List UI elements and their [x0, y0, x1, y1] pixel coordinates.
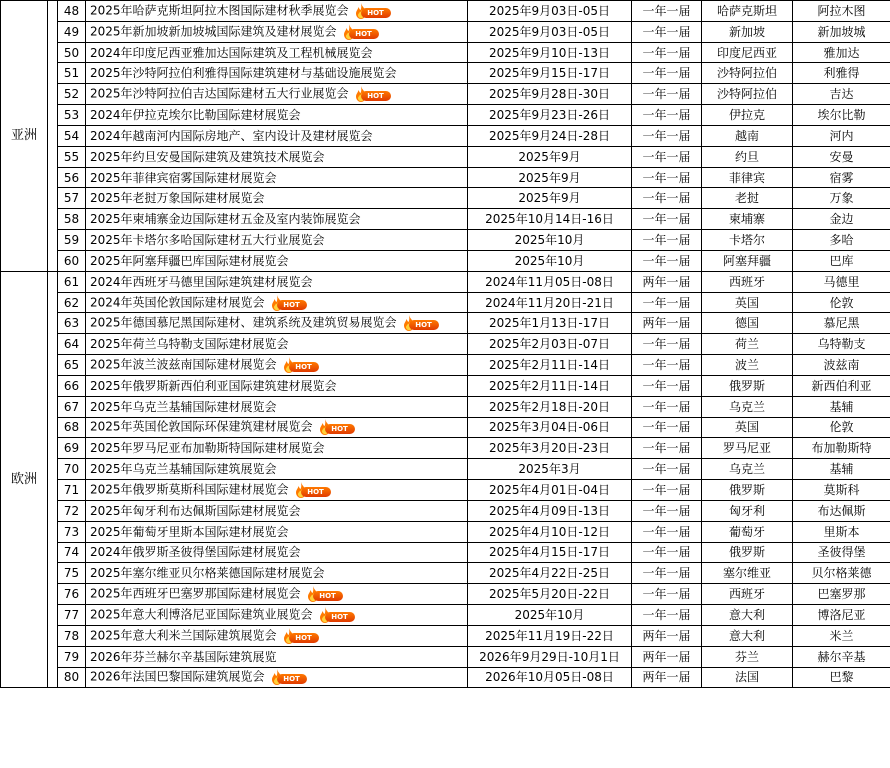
exhibition-date: 2025年10月 [468, 605, 632, 626]
hot-label: HOT [325, 612, 355, 622]
row-number: 78 [58, 625, 86, 646]
hot-badge-icon [355, 3, 391, 19]
exhibition-name: 2025年新加坡新加坡城国际建筑及建材展览会 HOT [86, 21, 468, 42]
exhibition-name: 2025年卡塔尔多哈国际建材五大行业展览会 [86, 230, 468, 251]
hot-label: HOT [277, 674, 307, 684]
exhibition-country: 荷兰 [702, 334, 793, 355]
exhibition-frequency: 一年一届 [632, 563, 702, 584]
table-row [1, 230, 890, 251]
exhibition-frequency: 一年一届 [632, 438, 702, 459]
exhibition-city: 吉达 [793, 84, 890, 105]
exhibition-city: 雅加达 [793, 42, 890, 63]
exhibition-frequency: 一年一届 [632, 209, 702, 230]
table-row [1, 1, 890, 22]
exhibition-date: 2026年9月29日-10月1日 [468, 646, 632, 667]
region-cell: 亚洲 [1, 1, 48, 272]
exhibition-frequency: 一年一届 [632, 542, 702, 563]
hot-badge-icon [307, 586, 343, 602]
row-number: 71 [58, 480, 86, 501]
table-row [1, 417, 890, 438]
exhibition-name: 2026年法国巴黎国际建筑展览会 HOT [86, 667, 468, 688]
exhibition-country: 柬埔寨 [702, 209, 793, 230]
hot-badge-icon [343, 24, 379, 40]
hot-label: HOT [361, 8, 391, 18]
exhibition-frequency: 两年一届 [632, 667, 702, 688]
exhibition-date: 2024年11月05日-08日 [468, 271, 632, 292]
exhibition-city: 巴塞罗那 [793, 584, 890, 605]
table-row [1, 605, 890, 626]
table-row [1, 63, 890, 84]
row-number: 73 [58, 521, 86, 542]
exhibition-name: 2025年柬埔寨金边国际建材五金及室内装饰展览会 [86, 209, 468, 230]
row-number: 53 [58, 105, 86, 126]
exhibition-date: 2025年9月28日-30日 [468, 84, 632, 105]
exhibition-date: 2025年4月15日-17日 [468, 542, 632, 563]
exhibition-country: 菲律宾 [702, 167, 793, 188]
exhibition-frequency: 一年一届 [632, 188, 702, 209]
table-row [1, 355, 890, 376]
row-number: 50 [58, 42, 86, 63]
row-number: 59 [58, 230, 86, 251]
table-row [1, 167, 890, 188]
row-number: 64 [58, 334, 86, 355]
table-row [1, 438, 890, 459]
row-number: 70 [58, 459, 86, 480]
exhibition-name: 2025年老挝万象国际建材展览会 [86, 188, 468, 209]
table-row [1, 521, 890, 542]
row-number: 48 [58, 1, 86, 22]
hot-badge-icon [403, 315, 439, 331]
exhibition-name: 2024年伊拉克埃尔比勒国际建材展览会 [86, 105, 468, 126]
exhibition-city: 安曼 [793, 146, 890, 167]
exhibition-frequency: 一年一届 [632, 230, 702, 251]
exhibition-city: 伦敦 [793, 292, 890, 313]
exhibition-name: 2025年波兰波兹南国际建材展览会 HOT [86, 355, 468, 376]
exhibition-name: 2024年印度尼西亚雅加达国际建筑及工程机械展览会 [86, 42, 468, 63]
table-row [1, 480, 890, 501]
exhibition-frequency: 一年一届 [632, 500, 702, 521]
exhibition-name: 2024年英国伦敦国际建材展览会 HOT [86, 292, 468, 313]
exhibition-name: 2025年塞尔维亚贝尔格莱德国际建材展览会 [86, 563, 468, 584]
table-row [1, 209, 890, 230]
exhibition-country: 约旦 [702, 146, 793, 167]
exhibition-date: 2025年4月09日-13日 [468, 500, 632, 521]
exhibition-city: 波兹南 [793, 355, 890, 376]
exhibition-date: 2025年4月22日-25日 [468, 563, 632, 584]
row-number: 67 [58, 396, 86, 417]
hot-badge-icon [295, 482, 331, 498]
hot-label: HOT [325, 424, 355, 434]
exhibition-frequency: 一年一届 [632, 1, 702, 22]
exhibition-city: 巴黎 [793, 667, 890, 688]
exhibition-country: 卡塔尔 [702, 230, 793, 251]
exhibition-country: 意大利 [702, 605, 793, 626]
hot-label: HOT [277, 300, 307, 310]
table-row [1, 542, 890, 563]
exhibition-frequency: 一年一届 [632, 584, 702, 605]
exhibition-date: 2025年9月24日-28日 [468, 125, 632, 146]
exhibition-frequency: 一年一届 [632, 396, 702, 417]
exhibition-country: 西班牙 [702, 271, 793, 292]
exhibition-name: 2025年意大利米兰国际建筑展览会 HOT [86, 625, 468, 646]
exhibition-city: 利雅得 [793, 63, 890, 84]
exhibition-country: 阿塞拜疆 [702, 250, 793, 271]
table-row [1, 146, 890, 167]
exhibition-date: 2025年2月11日-14日 [468, 355, 632, 376]
row-number: 65 [58, 355, 86, 376]
hot-label: HOT [361, 91, 391, 101]
exhibition-country: 意大利 [702, 625, 793, 646]
exhibition-frequency: 一年一届 [632, 42, 702, 63]
exhibition-city: 宿雾 [793, 167, 890, 188]
exhibition-name: 2024年西班牙马德里国际建筑建材展览会 [86, 271, 468, 292]
table-row [1, 105, 890, 126]
exhibition-name: 2025年意大利博洛尼亚国际建筑业展览会 HOT [86, 605, 468, 626]
exhibition-name: 2025年俄罗斯新西伯利亚国际建筑建材展览会 [86, 375, 468, 396]
exhibition-date: 2025年9月10日-13日 [468, 42, 632, 63]
exhibition-country: 沙特阿拉伯 [702, 84, 793, 105]
exhibition-city: 米兰 [793, 625, 890, 646]
exhibition-date: 2025年9月23日-26日 [468, 105, 632, 126]
exhibition-date: 2025年3月20日-23日 [468, 438, 632, 459]
row-number: 60 [58, 250, 86, 271]
exhibition-city: 河内 [793, 125, 890, 146]
exhibition-date: 2025年10月 [468, 250, 632, 271]
table-row [1, 625, 890, 646]
exhibition-name: 2024年俄罗斯圣彼得堡国际建材展览会 [86, 542, 468, 563]
hot-badge-icon [319, 419, 355, 435]
exhibition-city: 乌特勒支 [793, 334, 890, 355]
exhibition-city: 万象 [793, 188, 890, 209]
table-row [1, 667, 890, 688]
exhibition-country: 芬兰 [702, 646, 793, 667]
exhibition-date: 2025年9月 [468, 146, 632, 167]
exhibition-frequency: 一年一届 [632, 292, 702, 313]
table-row [1, 271, 890, 292]
row-number: 63 [58, 313, 86, 334]
exhibition-frequency: 一年一届 [632, 375, 702, 396]
exhibition-city: 里斯本 [793, 521, 890, 542]
row-number: 79 [58, 646, 86, 667]
table-row [1, 292, 890, 313]
exhibition-name: 2025年乌克兰基辅国际建材展览会 [86, 396, 468, 417]
exhibition-date: 2025年9月 [468, 167, 632, 188]
exhibition-date: 2026年10月05日-08日 [468, 667, 632, 688]
exhibition-city: 赫尔辛基 [793, 646, 890, 667]
exhibition-frequency: 一年一届 [632, 417, 702, 438]
exhibition-date: 2025年2月11日-14日 [468, 375, 632, 396]
row-number: 72 [58, 500, 86, 521]
exhibition-date: 2025年9月03日-05日 [468, 21, 632, 42]
table-row [1, 396, 890, 417]
table-row [1, 500, 890, 521]
exhibition-date: 2025年10月14日-16日 [468, 209, 632, 230]
row-number: 56 [58, 167, 86, 188]
exhibition-country: 法国 [702, 667, 793, 688]
exhibition-name: 2025年沙特阿拉伯利雅得国际建筑建材与基础设施展览会 [86, 63, 468, 84]
spacer-cell [48, 1, 58, 272]
exhibition-name: 2025年沙特阿拉伯吉达国际建材五大行业展览会 HOT [86, 84, 468, 105]
exhibition-name: 2025年约旦安曼国际建筑及建筑技术展览会 [86, 146, 468, 167]
exhibition-date: 2025年1月13日-17日 [468, 313, 632, 334]
exhibition-name: 2025年哈萨克斯坦阿拉木图国际建材秋季展览会 HOT [86, 1, 468, 22]
row-number: 52 [58, 84, 86, 105]
row-number: 57 [58, 188, 86, 209]
exhibition-frequency: 一年一届 [632, 63, 702, 84]
region-cell: 欧洲 [1, 271, 48, 688]
row-number: 80 [58, 667, 86, 688]
exhibition-date: 2024年11月20日-21日 [468, 292, 632, 313]
hot-label: HOT [349, 29, 379, 39]
hot-badge-icon [283, 628, 319, 644]
hot-label: HOT [313, 591, 343, 601]
table-row [1, 563, 890, 584]
exhibition-frequency: 两年一届 [632, 271, 702, 292]
table-row [1, 125, 890, 146]
table-body [1, 1, 890, 688]
exhibition-country: 老挝 [702, 188, 793, 209]
exhibition-city: 基辅 [793, 459, 890, 480]
exhibition-date: 2025年11月19日-22日 [468, 625, 632, 646]
exhibition-name: 2025年匈牙利布达佩斯国际建材展览会 [86, 500, 468, 521]
exhibition-frequency: 一年一届 [632, 521, 702, 542]
exhibition-frequency: 一年一届 [632, 125, 702, 146]
exhibition-date: 2025年2月03日-07日 [468, 334, 632, 355]
exhibition-frequency: 一年一届 [632, 105, 702, 126]
exhibition-date: 2025年9月03日-05日 [468, 1, 632, 22]
exhibition-name: 2025年英国伦敦国际环保建筑建材展览会 HOT [86, 417, 468, 438]
row-number: 55 [58, 146, 86, 167]
table-row [1, 584, 890, 605]
table-row [1, 250, 890, 271]
exhibition-name: 2025年西班牙巴塞罗那国际建材展览会 HOT [86, 584, 468, 605]
table-row [1, 84, 890, 105]
exhibition-name: 2025年菲律宾宿雾国际建材展览会 [86, 167, 468, 188]
row-number: 58 [58, 209, 86, 230]
exhibition-city: 金边 [793, 209, 890, 230]
exhibition-frequency: 两年一届 [632, 646, 702, 667]
hot-badge-icon [319, 607, 355, 623]
exhibition-city: 新西伯利亚 [793, 375, 890, 396]
row-number: 51 [58, 63, 86, 84]
exhibition-date: 2025年4月10日-12日 [468, 521, 632, 542]
exhibition-date: 2025年5月20日-22日 [468, 584, 632, 605]
exhibition-name: 2025年罗马尼亚布加勒斯特国际建材展览会 [86, 438, 468, 459]
row-number: 54 [58, 125, 86, 146]
exhibition-name: 2025年德国慕尼黑国际建材、建筑系统及建筑贸易展览会 HOT [86, 313, 468, 334]
exhibition-name: 2025年乌克兰基辅国际建筑展览会 [86, 459, 468, 480]
exhibition-frequency: 一年一届 [632, 459, 702, 480]
exhibition-name: 2025年俄罗斯莫斯科国际建材展览会 HOT [86, 480, 468, 501]
exhibition-country: 乌克兰 [702, 459, 793, 480]
exhibition-country: 哈萨克斯坦 [702, 1, 793, 22]
row-number: 61 [58, 271, 86, 292]
exhibition-date: 2025年2月18日-20日 [468, 396, 632, 417]
exhibition-date: 2025年3月04日-06日 [468, 417, 632, 438]
row-number: 68 [58, 417, 86, 438]
table-row [1, 313, 890, 334]
table-row [1, 21, 890, 42]
exhibition-city: 莫斯科 [793, 480, 890, 501]
exhibition-date: 2025年4月01日-04日 [468, 480, 632, 501]
hot-badge-icon [283, 357, 319, 373]
exhibition-city: 埃尔比勒 [793, 105, 890, 126]
exhibition-frequency: 一年一届 [632, 84, 702, 105]
hot-badge-icon [355, 86, 391, 102]
exhibition-name: 2024年越南河内国际房地产、室内设计及建材展览会 [86, 125, 468, 146]
hot-badge-icon [271, 295, 307, 311]
exhibition-country: 葡萄牙 [702, 521, 793, 542]
exhibition-date: 2025年3月 [468, 459, 632, 480]
exhibition-name: 2025年荷兰乌特勒支国际建材展览会 [86, 334, 468, 355]
exhibition-frequency: 一年一届 [632, 334, 702, 355]
exhibition-country: 沙特阿拉伯 [702, 63, 793, 84]
exhibition-country: 越南 [702, 125, 793, 146]
exhibition-city: 新加坡城 [793, 21, 890, 42]
row-number: 62 [58, 292, 86, 313]
exhibition-frequency: 两年一届 [632, 625, 702, 646]
table-row [1, 646, 890, 667]
row-number: 75 [58, 563, 86, 584]
exhibition-city: 伦敦 [793, 417, 890, 438]
exhibition-city: 马德里 [793, 271, 890, 292]
exhibition-name: 2026年芬兰赫尔辛基国际建筑展览 [86, 646, 468, 667]
table-row [1, 375, 890, 396]
exhibition-country: 德国 [702, 313, 793, 334]
exhibition-name: 2025年阿塞拜疆巴库国际建材展览会 [86, 250, 468, 271]
table-row [1, 42, 890, 63]
hot-badge-icon [271, 669, 307, 685]
exhibition-name: 2025年葡萄牙里斯本国际建材展览会 [86, 521, 468, 542]
hot-label: HOT [289, 633, 319, 643]
exhibition-country: 英国 [702, 417, 793, 438]
exhibition-date: 2025年9月15日-17日 [468, 63, 632, 84]
spacer-cell [48, 271, 58, 688]
row-number: 66 [58, 375, 86, 396]
exhibition-country: 伊拉克 [702, 105, 793, 126]
hot-label: HOT [289, 362, 319, 372]
exhibition-city: 布加勒斯特 [793, 438, 890, 459]
exhibition-country: 印度尼西亚 [702, 42, 793, 63]
exhibition-country: 匈牙利 [702, 500, 793, 521]
exhibition-city: 多哈 [793, 230, 890, 251]
table-row [1, 334, 890, 355]
exhibition-country: 俄罗斯 [702, 542, 793, 563]
row-number: 49 [58, 21, 86, 42]
exhibition-country: 乌克兰 [702, 396, 793, 417]
exhibition-country: 英国 [702, 292, 793, 313]
exhibition-city: 布达佩斯 [793, 500, 890, 521]
exhibition-country: 西班牙 [702, 584, 793, 605]
exhibition-frequency: 一年一届 [632, 167, 702, 188]
row-number: 69 [58, 438, 86, 459]
exhibition-city: 基辅 [793, 396, 890, 417]
row-number: 77 [58, 605, 86, 626]
exhibition-date: 2025年10月 [468, 230, 632, 251]
row-number: 76 [58, 584, 86, 605]
exhibition-country: 塞尔维亚 [702, 563, 793, 584]
exhibition-country: 罗马尼亚 [702, 438, 793, 459]
exhibition-country: 波兰 [702, 355, 793, 376]
exhibition-frequency: 两年一届 [632, 313, 702, 334]
exhibition-frequency: 一年一届 [632, 605, 702, 626]
exhibition-city: 博洛尼亚 [793, 605, 890, 626]
table-row [1, 459, 890, 480]
exhibition-date: 2025年9月 [468, 188, 632, 209]
exhibition-frequency: 一年一届 [632, 480, 702, 501]
table-row [1, 188, 890, 209]
exhibition-city: 阿拉木图 [793, 1, 890, 22]
row-number: 74 [58, 542, 86, 563]
exhibition-frequency: 一年一届 [632, 146, 702, 167]
exhibition-city: 贝尔格莱德 [793, 563, 890, 584]
hot-label: HOT [301, 487, 331, 497]
exhibition-city: 巴库 [793, 250, 890, 271]
hot-label: HOT [409, 320, 439, 330]
exhibition-country: 新加坡 [702, 21, 793, 42]
exhibition-frequency: 一年一届 [632, 21, 702, 42]
exhibition-city: 圣彼得堡 [793, 542, 890, 563]
exhibition-country: 俄罗斯 [702, 375, 793, 396]
exhibition-country: 俄罗斯 [702, 480, 793, 501]
exhibition-frequency: 一年一届 [632, 355, 702, 376]
exhibition-city: 慕尼黑 [793, 313, 890, 334]
exhibition-frequency: 一年一届 [632, 250, 702, 271]
